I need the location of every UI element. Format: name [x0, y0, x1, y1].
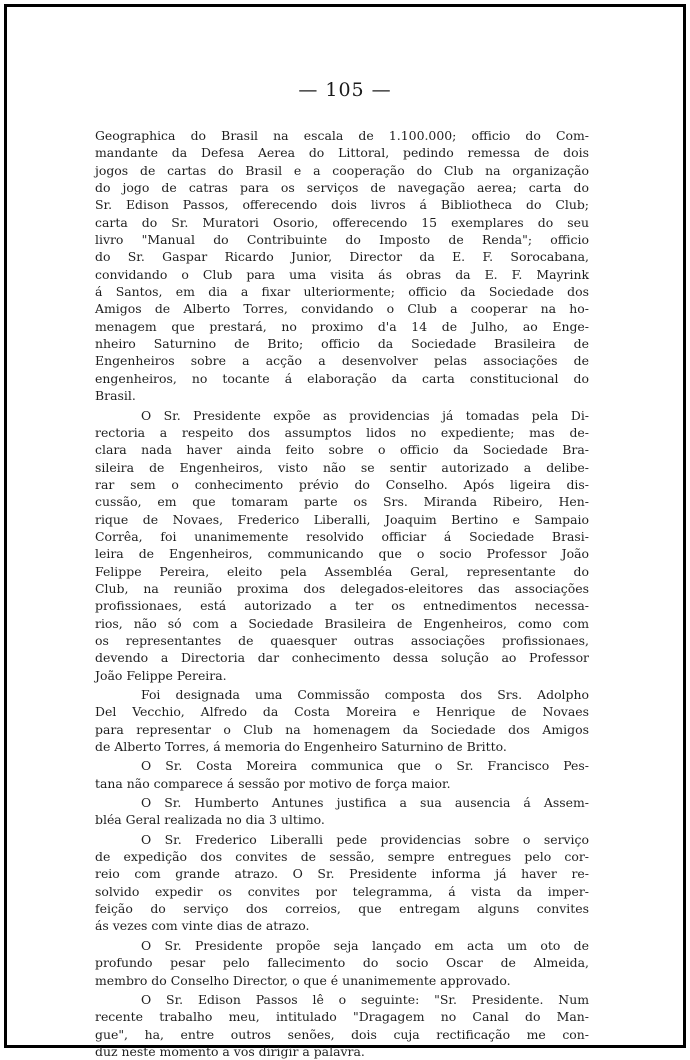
text-line: Foi designada uma Commissão composta dos Srs. Adolpho — [141, 687, 589, 702]
text-line: gue", ha, entre outros senões, dois cuja rectificação me con- — [95, 1026, 589, 1042]
text-line: duz neste momento a vos dirigir a palavra. — [95, 1043, 365, 1059]
text-line: nheiro Saturnino de Brito; officio da Sociedade Brasileira de — [95, 336, 589, 352]
text-line: Amigos de Alberto Torres, convidando o Club a cooperar na ho- — [95, 301, 589, 317]
paragraph — [95, 686, 589, 755]
text-line: de Alberto Torres, á memoria do Engenheiro Saturnino de Britto. — [95, 739, 507, 755]
text-line: O Sr. Presidente propõe seja lançado em acta um oto de — [141, 937, 589, 953]
paragraph — [95, 127, 589, 405]
text-line: rique de Novaes, Frederico Liberalli, Joaquim Bertino e Sampaio — [95, 511, 589, 527]
text-line: tana não comparece á sessão por motivo de força maior. — [95, 775, 451, 791]
text-line: do jogo de catras para os serviços de navegação aerea; carta do — [95, 180, 589, 196]
text-line: para representar o Club na homenagem da Sociedade dos Amigos — [95, 721, 589, 737]
text-line: recente trabalho meu, intitulado "Dragagem no Canal do Man- — [95, 1009, 589, 1025]
text-line: á Santos, em dia a fixar ulteriormente; officio da Sociedade dos — [95, 284, 589, 300]
paragraph — [95, 831, 589, 935]
text-line: rar sem o conhecimento prévio do Conselho. Após ligeira dis- — [95, 476, 589, 492]
text-line: rios, não só com a Sociedade Brasileira de Engenheiros, como com — [95, 615, 589, 631]
text-line: Felippe Pereira, eleito pela Assembléa Geral, representante do — [95, 563, 589, 579]
text-line: carta do Sr. Muratori Osorio, offerecendo 15 exemplares do seu — [95, 214, 589, 230]
text-line: clara nada haver ainda feito sobre o officio da Sociedade Bra- — [95, 442, 589, 458]
text-line: Geographica do Brasil na escala de 1.100.000; officio do Com- — [95, 128, 589, 143]
text-line: menagem que prestará, no proximo d'a 14 de Julho, ao Enge- — [95, 318, 589, 334]
paragraph — [95, 991, 589, 1060]
text-line: convidando o Club para uma visita ás obras da E. F. Mayrink — [95, 266, 589, 282]
text-line: os representantes de quaesquer outras associações profissionaes, — [95, 632, 589, 648]
text-line: Brasil. — [95, 388, 136, 404]
page-frame — [4, 4, 686, 1059]
text-line: bléa Geral realizada no dia 3 ultimo. — [95, 812, 325, 828]
text-line: membro do Conselho Director, o que é unanimemente approvado. — [95, 972, 511, 988]
paragraph — [95, 937, 589, 989]
text-line: O Sr. Humberto Antunes justifica a sua ausencia á Assem- — [141, 795, 589, 811]
paragraph — [95, 757, 589, 792]
text-line: Club, na reunião proxima dos delegados-eleitores das associações — [95, 580, 589, 596]
text-line: livro "Manual do Contribuinte do Imposto de Renda"; officio — [95, 232, 589, 248]
document-body — [95, 127, 589, 1060]
text-line: jogos de cartas do Brasil e a cooperação do Club na organização — [95, 162, 589, 178]
text-line: João Felippe Pereira. — [95, 667, 227, 683]
paragraph — [95, 407, 589, 685]
text-line: profundo pesar pelo fallecimento do socio Oscar de Almeida, — [95, 955, 589, 971]
page-number: — 105 — — [298, 79, 392, 101]
text-line: Del Vecchio, Alfredo da Costa Moreira e Henrique de Novaes — [95, 704, 589, 720]
text-line: Corrêa, foi unanimemente resolvido officiar á Sociedade Brasi- — [95, 528, 589, 544]
text-line: Sr. Edison Passos, offerecendo dois livros á Bibliotheca do Club; — [95, 197, 589, 213]
text-line: O Sr. Costa Moreira communica que o Sr. Francisco Pes- — [141, 758, 589, 774]
text-line: devendo a Directoria dar conhecimento dessa solução ao Professor — [95, 650, 589, 666]
text-line: reio com grande atrazo. O Sr. Presidente informa já haver re- — [95, 866, 589, 882]
text-line: O Sr. Frederico Liberalli pede providencias sobre o serviço — [141, 831, 589, 847]
text-line: sileira de Engenheiros, visto não se sentir autorizado a delibe- — [95, 459, 589, 475]
text-line: rectoria a respeito dos assumptos lidos no expediente; mas de- — [95, 424, 589, 440]
text-line: Engenheiros sobre a acção a desenvolver pelas associações de — [95, 353, 589, 369]
text-line: de expedição dos convites de sessão, sempre entregues pelo cor- — [95, 849, 589, 865]
text-line: cussão, em que tomaram parte os Srs. Miranda Ribeiro, Hen- — [95, 494, 589, 510]
text-line: solvido expedir os convites por telegramma, á vista da imper- — [95, 883, 589, 899]
text-line: feição do serviço dos correios, que entregam alguns convites — [95, 901, 589, 917]
text-line: mandante da Defesa Aerea do Littoral, pedindo remessa de dois — [95, 145, 589, 161]
text-line: ás vezes com vinte dias de atrazo. — [95, 918, 310, 934]
paragraph — [95, 794, 589, 829]
text-line: O Sr. Presidente expõe as providencias já tomadas pela Di- — [141, 407, 589, 423]
text-line: engenheiros, no tocante á elaboração da carta constitucional do — [95, 370, 589, 386]
text-line: do Sr. Gaspar Ricardo Junior, Director da E. F. Sorocabana, — [95, 249, 589, 265]
text-line: leira de Engenheiros, communicando que o socio Professor João — [95, 546, 589, 562]
text-line: profissionaes, está autorizado a ter os entnedimentos necessa- — [95, 598, 589, 614]
text-line: O Sr. Edison Passos lê o seguinte: "Sr. Presidente. Num — [141, 991, 589, 1007]
